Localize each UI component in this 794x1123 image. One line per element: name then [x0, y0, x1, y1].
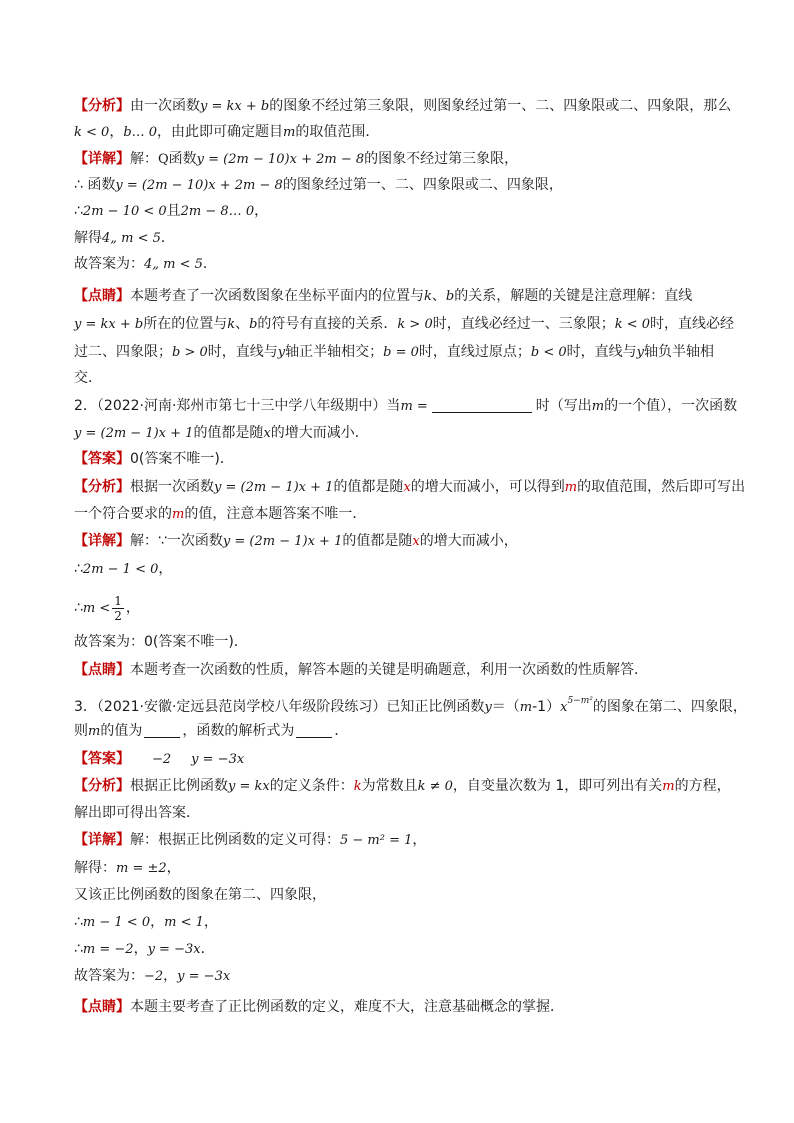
q3-stem-line-1 — [74, 688, 747, 715]
text: ，由此即可确定题目 — [157, 124, 284, 140]
q2-stem-line-1 — [74, 393, 738, 419]
text: 过二、四象限； — [74, 344, 172, 360]
detail-line-4 — [74, 225, 734, 251]
text: 交． — [74, 370, 102, 386]
q3-detail-line-3 — [74, 882, 734, 908]
math: y = (2m − 10)x + 2m − 8 — [196, 152, 365, 167]
answer-blank — [296, 721, 332, 738]
math: k — [353, 779, 362, 794]
detail-tag: 【详解】 — [74, 533, 130, 549]
analysis-line-1 — [74, 93, 734, 119]
math: Q — [158, 152, 169, 167]
text: ， — [133, 941, 148, 957]
text: 本题主要考查了正比例函数的定义，难度不大，注意基础概念的掌握． — [130, 999, 564, 1015]
q3-answer-line — [74, 746, 734, 772]
text: 故答案为： — [74, 968, 144, 984]
detail-line-5 — [74, 251, 734, 277]
q2-detail-line-3 — [74, 590, 734, 626]
q2-answer-line — [74, 446, 734, 472]
math: m = — [400, 399, 428, 414]
math: m — [519, 700, 533, 715]
text: 、 — [431, 288, 446, 304]
text: 的值，注意本题答案不唯一． — [184, 506, 367, 522]
q2-analysis-line-1 — [74, 474, 746, 500]
text: 2．（2022·河南·郑州市第七十三中学八年级期中）当 — [74, 398, 401, 414]
math: k ≠ 0 — [417, 779, 453, 794]
text: 轴正半轴相交； — [285, 344, 384, 360]
text: 的取值范围，然后即可写出 — [577, 479, 746, 495]
q3-detail-line-5 — [74, 936, 734, 962]
text: 为常数且 — [361, 778, 418, 794]
text: ， — [166, 860, 181, 876]
text: 的图象经过第一、二、四象限或二、四象限， — [282, 177, 563, 193]
text: 轴负半轴相 — [643, 344, 714, 360]
text: 的增大而减小，可以得到 — [410, 479, 565, 495]
text: 、 — [235, 316, 250, 332]
text: 3．（2021·安徽·定远县范岗学校八年级阶段练习）已知正比例函数 — [74, 699, 485, 715]
text: ∴ — [74, 203, 83, 219]
text: 的图象不经过第三象限， — [364, 151, 519, 167]
text: 的图象不经过第三象限，则图象经过第一、二、四象限或二、四象限，那么 — [269, 98, 732, 114]
analysis-tag: 【分析】 — [74, 98, 130, 114]
comment-tag: 【点睛】 — [74, 999, 130, 1015]
text: 的一个值），一次函数 — [604, 398, 738, 414]
math: y = (2m − 1)x + 1 — [214, 480, 334, 495]
comment-tag: 【点睛】 — [74, 662, 130, 678]
q3-analysis-line-1 — [74, 773, 734, 799]
text: 的值都是随 — [342, 533, 413, 549]
text: 0(答案不唯一)． — [130, 451, 234, 467]
detail-tag: 【详解】 — [74, 151, 130, 167]
comment-line-3 — [74, 339, 734, 365]
fraction-numerator: 1 — [114, 593, 122, 608]
math: m — [283, 125, 296, 140]
math: m = ±2 — [116, 861, 167, 876]
text: ， — [203, 914, 218, 930]
analysis-tag: 【分析】 — [74, 479, 130, 495]
fraction-denominator: 2 — [114, 608, 122, 623]
q3-comment-line — [74, 994, 734, 1020]
math: 4„ m < 5 — [144, 257, 203, 272]
text: 一个符合要求的 — [74, 506, 172, 522]
math: y — [277, 345, 286, 360]
math: y = −3x — [177, 969, 231, 984]
text: 时，直线与 — [566, 344, 637, 360]
q3-detail-line-6 — [74, 963, 734, 989]
text: 根据正比例函数 — [130, 778, 228, 794]
text: ， — [163, 968, 178, 984]
fraction — [112, 594, 124, 623]
text: ∴ — [74, 600, 83, 616]
math: y = kx + b — [74, 317, 144, 332]
answer-blank — [144, 721, 180, 738]
math: y — [636, 345, 644, 360]
text: ∴ 函数 — [74, 177, 116, 193]
text: 则 — [74, 723, 88, 739]
comment-line-4 — [74, 365, 734, 391]
q3-detail-line-4 — [74, 909, 734, 935]
math: m — [591, 399, 605, 414]
math: y = (2m − 1)x + 1 — [222, 534, 343, 549]
math: 4„ m < 5 — [102, 231, 161, 246]
comment-line-2 — [74, 311, 734, 337]
comment-tag: 【点睛】 — [74, 288, 130, 304]
text: 的图象在第二、四象限， — [592, 699, 747, 715]
math: 5 − m² = 1 — [340, 833, 413, 848]
text: 时，直线必经 — [650, 316, 735, 332]
text: 解：根据正比例函数的定义可得： — [130, 832, 340, 848]
text: 的值都是随 — [193, 425, 264, 441]
math: b = 0 — [383, 345, 419, 360]
q2-comment-line — [74, 657, 734, 683]
text: ． — [202, 256, 217, 272]
math: y = (2m − 10)x + 2m − 8 — [115, 178, 283, 193]
math: m — [88, 724, 101, 739]
q2-stem-line-2 — [74, 420, 734, 446]
text: 故答案为： — [74, 256, 144, 272]
text: 解得： — [74, 860, 116, 876]
math: k < 0 — [74, 125, 110, 140]
q2-detail-line-4 — [74, 629, 734, 655]
math: m < 1 — [164, 915, 204, 930]
text: ， — [254, 203, 269, 219]
text: ． — [200, 941, 215, 957]
math: m — [564, 480, 578, 495]
text: ，函数的解析式为 — [182, 723, 295, 739]
math: m − 1 < 0 — [82, 915, 151, 930]
text: 由一次函数 — [130, 98, 200, 114]
math: k > 0 — [397, 317, 433, 332]
math: m — [172, 507, 185, 522]
text: ． — [160, 230, 175, 246]
text: 的值为 — [100, 723, 143, 739]
text: 解： — [130, 151, 158, 167]
math: y = −3x — [191, 752, 245, 767]
text: 解出即可得出答案． — [74, 805, 200, 821]
text: ， — [412, 832, 427, 848]
text: ，自变量次数为 1，即可列出有关 — [452, 778, 663, 794]
text: ∴ — [74, 561, 83, 577]
math: y = kx + b — [200, 99, 270, 114]
math: 2m − 8… 0 — [180, 204, 255, 219]
math: b — [445, 289, 455, 304]
answer-blank — [432, 396, 532, 413]
text: ， — [158, 561, 173, 577]
detail-tag: 【详解】 — [74, 832, 130, 848]
math: m < — [82, 601, 111, 616]
text: 时，直线过原点； — [418, 344, 531, 360]
math: y = (2m − 1)x + 1 — [74, 426, 194, 441]
math: x — [412, 534, 420, 549]
q2-detail-line-2 — [74, 556, 734, 582]
text: 函数 — [168, 151, 197, 167]
text: 时，直线必经过一、三象限； — [432, 316, 615, 332]
answer-tag: 【答案】 — [74, 451, 130, 467]
text: 故答案为：0(答案不唯一)． — [74, 634, 248, 650]
q3-analysis-line-2 — [74, 800, 734, 826]
math: x — [560, 700, 568, 715]
text: 本题考查了一次函数图象在坐标平面内的位置与 — [130, 288, 424, 304]
text: 的符号有直接的关系． — [257, 316, 398, 332]
text: 的定义条件： — [269, 778, 354, 794]
text: 时，直线与 — [207, 344, 278, 360]
text: 时（写出 — [535, 398, 592, 414]
text: 的增大而减小， — [419, 533, 518, 549]
q3-detail-line-2 — [74, 855, 734, 881]
text: 又该正比例函数的图象在第二、四象限， — [74, 887, 326, 903]
q3-stem-line-2 — [74, 718, 734, 744]
q3-detail-line-1 — [74, 827, 734, 853]
q2-analysis-line-2 — [74, 501, 734, 527]
text: ∴ — [74, 914, 83, 930]
math: m — [662, 779, 675, 794]
text: ， — [125, 600, 140, 616]
text: 的值都是随 — [333, 479, 404, 495]
text: 解：∵一次函数 — [130, 533, 223, 549]
math: 2m − 10 < 0 — [82, 204, 167, 219]
math: b < 0 — [530, 345, 567, 360]
math: y = kx — [228, 779, 270, 794]
text: ， — [109, 124, 124, 140]
q2-detail-line-1 — [74, 528, 734, 554]
math: b — [249, 317, 258, 332]
detail-line-3 — [74, 198, 734, 224]
math: k — [227, 317, 236, 332]
math: y — [484, 700, 492, 715]
text: ＝（ — [491, 699, 520, 715]
math: −2 — [144, 969, 164, 984]
text: 所在的位置与 — [143, 316, 228, 332]
text: 根据一次函数 — [130, 479, 214, 495]
text: ∴ — [74, 941, 83, 957]
text: 的方程， — [674, 778, 731, 794]
answer-tag: 【答案】 — [74, 751, 130, 767]
text: ． — [334, 723, 349, 739]
detail-line-2 — [74, 172, 734, 198]
math: y = −3x — [147, 942, 201, 957]
analysis-tag: 【分析】 — [74, 778, 130, 794]
text: 的关系，解题的关键是注意理解：直线 — [454, 288, 693, 304]
text: -1） — [532, 699, 561, 715]
detail-line-1 — [74, 146, 734, 172]
text: 的增大而减小． — [270, 425, 369, 441]
exponent: 5−m² — [567, 696, 593, 706]
comment-line-1 — [74, 283, 734, 309]
math: 2m − 1 < 0 — [82, 562, 159, 577]
text: 解得 — [74, 230, 102, 246]
text: ， — [150, 914, 165, 930]
analysis-line-2 — [74, 119, 734, 145]
math: b… 0 — [123, 125, 158, 140]
math: k — [424, 289, 432, 304]
text: 且 — [166, 203, 181, 219]
math: m = −2 — [82, 942, 134, 957]
text: 本题考查一次函数的性质，解答本题的关键是明确题意，利用一次函数的性质解答． — [130, 662, 648, 678]
math: b > 0 — [172, 345, 208, 360]
math: −2 — [152, 752, 172, 767]
math: k < 0 — [614, 317, 651, 332]
text: 的取值范围． — [295, 124, 380, 140]
math: x — [403, 480, 411, 495]
math: x — [263, 426, 271, 441]
